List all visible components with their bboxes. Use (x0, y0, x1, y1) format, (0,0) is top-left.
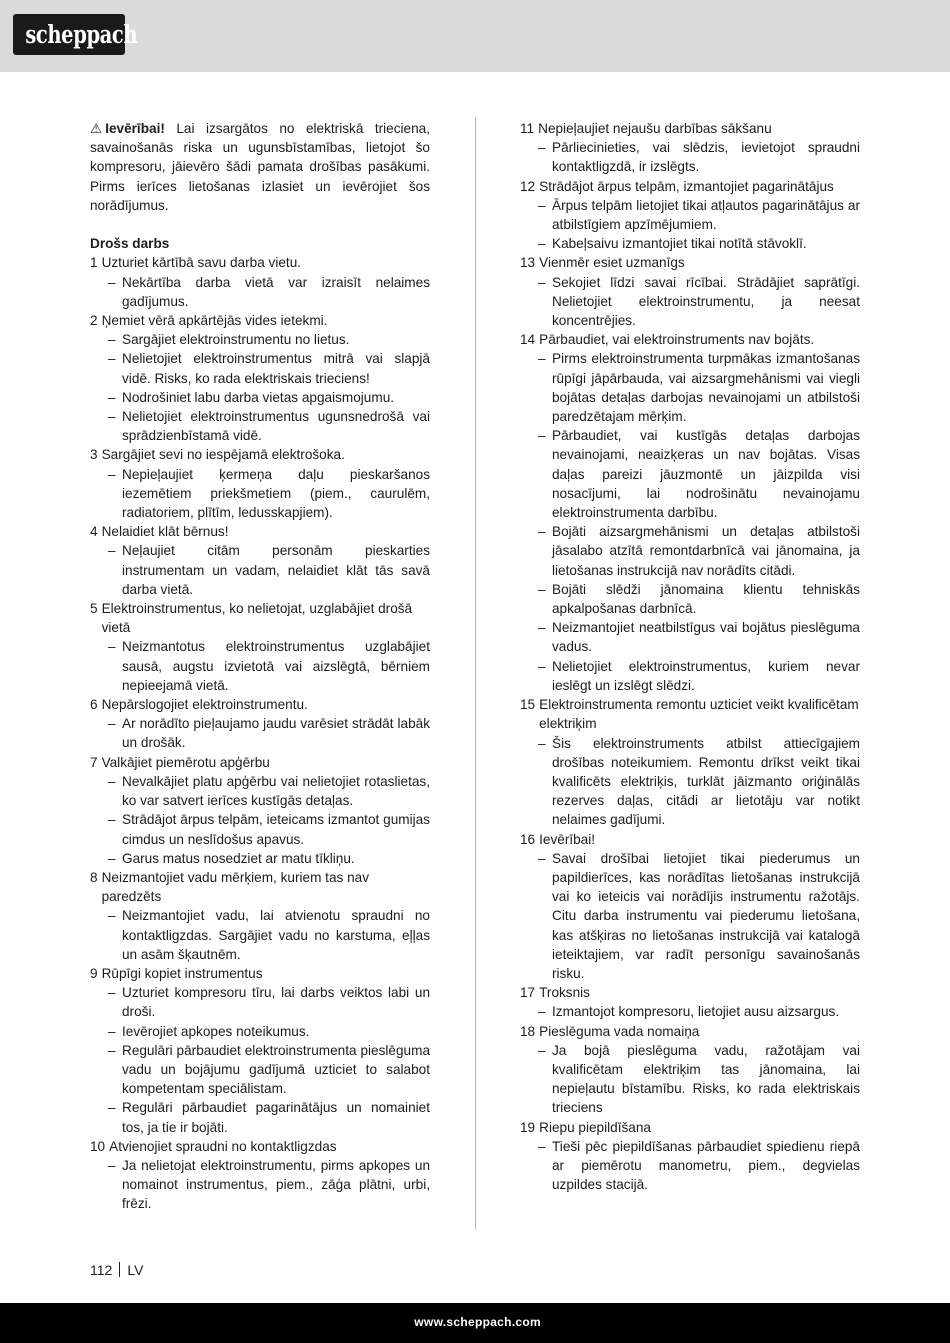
intro-paragraph (90, 119, 430, 215)
column-divider (475, 117, 476, 1229)
dash-marker: – (538, 140, 546, 156)
bullet-list (520, 1041, 860, 1118)
safety-item (90, 964, 430, 1137)
safety-item-title: Strādājot ārpus telpām, izmantojiet pagarinātājus (539, 178, 834, 194)
dash-marker: – (108, 351, 116, 367)
bullet-text: Neizmantotus elektroinstrumentus uzglabājiet sausā, augstu izvietotā vai aizslēgtā, bērniem nepieejamā vietā. (122, 639, 430, 693)
bullet-item (90, 349, 430, 387)
safety-item (520, 253, 860, 330)
safety-item-title: Nepieļaujiet nejaušu darbības sākšanu (538, 121, 772, 136)
safety-item (90, 868, 430, 964)
bullet-text: Savai drošībai lietojiet tikai piederumus un papildierīces, kas norādītas lietošanas instrukcijā vai ko ieteicis vai norādījis instrumentu ražotājs. Citu darba instrumentu vai piederumu lietošana, kas atšķiras no lietošanas instrukcijā vai katalogā ieteiktajiem, var radīt personīgu savainošanās risku. (552, 850, 860, 981)
safety-item-number: 16 (520, 831, 536, 847)
safety-item-title: Nepārslogojiet elektroinstrumentu. (101, 697, 308, 713)
bullet-item (90, 1156, 430, 1214)
safety-item-number: 2 (90, 313, 98, 329)
safety-item-heading (520, 1022, 860, 1041)
safety-item-title: Elektroinstrumenta remontu uzticiet veikt kvalificētam elektriķim (539, 697, 859, 732)
bullet-list (90, 1156, 430, 1214)
bullet-text: Garus matus nosedziet ar matu tīkliņu. (122, 850, 355, 866)
page-footer (0, 1303, 950, 1343)
bullet-item (90, 1022, 430, 1041)
safety-item (90, 753, 430, 868)
bullet-item (520, 1137, 860, 1195)
safety-item-heading (520, 330, 860, 349)
section-title: Drošs darbs (90, 236, 170, 252)
safety-item (90, 1137, 430, 1214)
dash-marker: – (108, 332, 116, 348)
dash-marker: – (538, 197, 546, 213)
bullet-text: Regulāri pārbaudiet pagarinātājus un nomainiet tos, ja tie ir bojāti. (122, 1100, 430, 1135)
safety-item-title: Ievērībai! (539, 831, 596, 847)
safety-item-number: 13 (520, 255, 536, 271)
safety-item-title: Rūpīgi kopiet instrumentus (101, 965, 263, 981)
safety-item-number: 19 (520, 1119, 536, 1135)
dash-marker: – (538, 735, 546, 751)
bullet-text: Neizmantojiet neatbilstīgus vai bojātus pieslēguma vadus. (552, 620, 860, 655)
bullet-item (90, 1041, 430, 1099)
safety-item-number: 10 (90, 1138, 106, 1154)
safety-item (520, 330, 860, 695)
safety-item-heading (520, 983, 860, 1002)
safety-item-heading (90, 522, 430, 541)
safety-item-heading (90, 599, 430, 637)
dash-marker: – (108, 773, 116, 789)
dash-marker: – (108, 908, 116, 924)
safety-item-number: 9 (90, 965, 98, 981)
bullet-text: Pirms elektroinstrumenta turpmākas izmantošanas rūpīgi jāpārbauda, vai aizsargmehānismi vai viegli bojātas detaļas darbojas nevainojami un atbilstoši paredzētajam mērķim. (552, 351, 860, 425)
safety-item-heading (90, 695, 430, 714)
safety-item-title: Neizmantojiet vadu mērķiem, kuriem tas nav paredzēts (101, 869, 370, 905)
left-item-list (90, 253, 430, 1213)
bullet-item (520, 522, 860, 580)
bullet-item (90, 906, 430, 964)
bullet-item (520, 849, 860, 983)
safety-item-title: Sargājiet sevi no iespējamā elektrošoka. (101, 447, 345, 463)
dash-marker: – (108, 1100, 116, 1116)
safety-item-title: Atvienojiet spraudni no kontaktligzdas (109, 1138, 337, 1154)
bullet-text: Neizmantojiet vadu, lai atvienotu spraudni no kontaktligzdas. Sargājiet vadu no karstuma, eļļas un asām šķautnēm. (122, 908, 430, 962)
bullet-text: Nekārtība darba vietā var izraisīt nelaimes gadījumus. (122, 274, 430, 309)
bullet-item (520, 618, 860, 656)
dash-marker: – (108, 1157, 116, 1173)
safety-item (90, 445, 430, 522)
bullet-text: Sekojiet līdzi savai rīcībai. Strādājiet saprātīgi. Nelietojiet elektroinstrumentu, ja neesat koncentrējies. (552, 274, 860, 329)
safety-item-number: 14 (520, 332, 536, 348)
warning-triangle-icon: ⚠ (90, 121, 103, 136)
bullet-list (520, 273, 860, 331)
safety-item-number: 11 (520, 121, 535, 136)
bullet-item (520, 734, 860, 830)
safety-item-heading (520, 177, 860, 196)
safety-item (90, 599, 430, 695)
safety-item-heading (520, 830, 860, 849)
safety-item-number: 15 (520, 697, 536, 713)
dash-marker: – (108, 274, 116, 290)
bullet-text: Ja nelietojat elektroinstrumentu, pirms apkopes un nomainot instrumentus, piem., zāģa plātni, urbi, frēzi. (122, 1157, 430, 1212)
bullet-text: Nevalkājiet platu apģērbu vai nelietojiet rotaslietas, ko var satvert ierīces kustīgās detaļas. (122, 773, 430, 809)
bullet-text: Tieši pēc piepildīšanas pārbaudiet spiedienu riepā ar piemērotu manometru, piem., degvielas uzpildes stacijā. (552, 1138, 860, 1193)
dash-marker: – (108, 639, 116, 655)
right-column (520, 119, 860, 1194)
bullet-item (90, 772, 430, 810)
bullet-text: Ar norādīto pieļaujamo jaudu varēsiet strādāt labāk un drošāk. (122, 716, 430, 751)
dash-marker: – (538, 1004, 546, 1020)
safety-item-number: 6 (90, 697, 98, 713)
safety-item-heading (90, 964, 430, 983)
bullet-text: Pārliecinieties, vai slēdzis, ievietojot spraudni kontaktligzdā, ir izslēgts. (552, 140, 860, 175)
bullet-item (520, 1002, 860, 1021)
bullet-item (90, 810, 430, 848)
safety-item (90, 695, 430, 753)
bullet-item (90, 1098, 430, 1136)
safety-item (520, 830, 860, 984)
dash-marker: – (108, 409, 116, 425)
bullet-list (520, 849, 860, 983)
bullet-text: Regulāri pārbaudiet elektroinstrumenta pieslēguma vadu un bojājumu gadījumā uzticiet to salabot kompetentam speciālistam. (122, 1042, 430, 1097)
bullet-item (520, 349, 860, 426)
footer-url: www.scheppach.com (414, 1315, 541, 1329)
dash-marker: – (538, 581, 546, 597)
bullet-list (90, 273, 430, 311)
bullet-text: Nodrošiniet labu darba vietas apgaismojumu. (122, 389, 395, 405)
dash-marker: – (108, 389, 116, 405)
safety-item-heading (90, 253, 430, 272)
bullet-text: Nelietojiet elektroinstrumentus mitrā vai slapjā vidē. Risks, ko rada elektriskais trieciens! (122, 351, 430, 386)
safety-item-heading (520, 119, 860, 138)
bullet-list (520, 349, 860, 695)
bullet-item (90, 983, 430, 1021)
dash-marker: – (538, 1138, 546, 1154)
bullet-text: Ārpus telpām lietojiet tikai atļautos pagarinātājus ar atbilstīgiem apzīmējumiem. (552, 197, 860, 233)
bullet-list (90, 465, 430, 523)
safety-item-number: 17 (520, 985, 536, 1001)
safety-item-title: Vienmēr esiet uzmanīgs (539, 255, 685, 271)
safety-item-title: Riepu piepildīšana (539, 1119, 651, 1135)
bullet-text: Ievērojiet apkopes noteikumus. (122, 1023, 310, 1039)
safety-item (520, 983, 860, 1021)
safety-item-title: Elektroinstrumentus, ko nelietojat, uzglabājiet drošā vietā (101, 601, 413, 636)
safety-item-heading (520, 695, 860, 733)
bullet-item (520, 234, 860, 253)
safety-item-title: Troksnis (539, 985, 590, 1001)
logo-text: scheppach (25, 20, 138, 49)
bullet-text: Sargājiet elektroinstrumentu no lietus. (122, 332, 350, 348)
bullet-text: Neļaujiet citām personām pieskarties instrumentam un vadam, nelaidiet klāt tās savā darba vietā. (122, 543, 430, 597)
safety-item-title: Nelaidiet klāt bērnus! (101, 524, 229, 540)
page-number-separator (119, 1262, 120, 1277)
scheppach-logo (13, 14, 138, 55)
dash-marker: – (538, 850, 546, 866)
bullet-list (520, 1002, 860, 1021)
bullet-list (90, 330, 430, 445)
bullet-list (90, 714, 430, 752)
safety-item-title: Valkājiet piemērotu apģērbu (101, 754, 270, 770)
dash-marker: – (538, 524, 546, 540)
safety-item-title: Ņemiet vērā apkārtējās vides ietekmi. (101, 313, 328, 329)
safety-item (520, 1022, 860, 1118)
safety-item (90, 522, 430, 599)
bullet-item (90, 330, 430, 349)
safety-item-number: 5 (90, 601, 98, 617)
bullet-text: Bojāti aizsargmehānismi un detaļas atbilstoši jāsalabo atzītā remontdarbnīcā vai jānomaina, ja lietošanas instrukcijā nav norādīts citādi. (552, 524, 860, 578)
bullet-item (90, 849, 430, 868)
bullet-item (520, 426, 860, 522)
bullet-item (520, 580, 860, 618)
bullet-text: Kabeļsaivu izmantojiet tikai notītā stāvoklī. (552, 236, 807, 252)
safety-item-heading (90, 868, 430, 906)
bullet-text: Nelietojiet elektroinstrumentus, kuriem nevar ieslēgt un izslēgt slēdzi. (552, 658, 860, 693)
language-code: LV (127, 1262, 144, 1278)
safety-item (520, 1118, 860, 1195)
bullet-text: Izmantojot kompresoru, lietojiet ausu aizsargus. (552, 1004, 840, 1020)
safety-item-number: 12 (520, 178, 536, 194)
safety-item (90, 311, 430, 445)
page-number (90, 1262, 143, 1278)
dash-marker: – (108, 466, 116, 482)
safety-item (520, 119, 860, 177)
bullet-item (90, 407, 430, 445)
bullet-item (520, 1041, 860, 1118)
bullet-text: Nelietojiet elektroinstrumentus ugunsnedrošā vai sprādzienbīstamā vidē. (122, 409, 430, 444)
warning-label: ⚠ Ievērībai! (90, 121, 165, 136)
bullet-item (90, 273, 430, 311)
bullet-item (90, 541, 430, 599)
dash-marker: – (538, 1042, 546, 1058)
safety-item-number: 8 (90, 869, 98, 885)
dash-marker: – (108, 985, 116, 1001)
bullet-list (90, 772, 430, 868)
bullet-list (90, 637, 430, 695)
bullet-text: Nepieļaujiet ķermeņa daļu pieskaršanos iezemētiem priekšmetiem (piem., caurulēm, radiatoriem, plītīm, ledusskapjiem). (122, 466, 430, 521)
bullet-item (520, 657, 860, 695)
safety-item-number: 7 (90, 754, 98, 770)
dash-marker: – (108, 716, 116, 732)
safety-item-heading (90, 1137, 430, 1156)
bullet-item (520, 273, 860, 331)
dash-marker: – (538, 428, 546, 444)
dash-marker: – (108, 812, 116, 828)
safety-item-heading (90, 311, 430, 330)
bullet-list (520, 734, 860, 830)
bullet-text: Šis elektroinstruments atbilst attiecīgajiem drošības noteikumiem. Remontu drīkst veikt tikai kvalificēts elektriķis, turklāt jāizmanto oriģinālās rezerves daļas, citādi ar lietotāju var notikt nelaimes gadījumi. (552, 735, 860, 828)
bullet-item (520, 196, 860, 234)
bullet-item (90, 388, 430, 407)
dash-marker: – (108, 1042, 116, 1058)
bullet-text: Ja bojā pieslēguma vadu, ražotājam vai kvalificētam elektriķim tas jānomaina, lai nepieļautu bīstamību. Risks, ko rada elektriskais trieciens (552, 1042, 860, 1116)
bullet-text: Pārbaudiet, vai kustīgās detaļas darbojas nevainojami, neaizķeras un nav bojātas. Visas daļas pareizi jāuzmontē un jāizpilda visi nosacījumi, lai nodrošinātu nevainojamu elektroinstrumenta darbību. (552, 428, 860, 521)
bullet-item (90, 637, 430, 695)
safety-item-title: Pārbaudiet, vai elektroinstruments nav bojāts. (539, 332, 815, 348)
bullet-list (520, 196, 860, 254)
dash-marker: – (108, 850, 116, 866)
safety-item-number: 18 (520, 1023, 536, 1039)
left-column (90, 119, 430, 1214)
bullet-list (90, 906, 430, 964)
safety-item-heading (520, 253, 860, 272)
safety-item-number: 3 (90, 447, 98, 463)
bullet-text: Strādājot ārpus telpām, ieteicams izmantot gumijas cimdus un neslīdošus apavus. (122, 812, 430, 847)
right-item-list (520, 119, 860, 1194)
bullet-text: Bojāti slēdži jānomaina klientu tehniskās apkalpošanas darbnīcā. (552, 581, 860, 617)
safety-item-number: 1 (90, 255, 98, 271)
page-number-value: 112 (90, 1262, 113, 1278)
bullet-list (90, 541, 430, 599)
bullet-list (520, 1137, 860, 1195)
safety-item (90, 253, 430, 311)
bullet-list (520, 138, 860, 176)
dash-marker: – (108, 1023, 116, 1039)
safety-item-number: 4 (90, 524, 98, 540)
bullet-item (90, 465, 430, 523)
dash-marker: – (538, 658, 546, 674)
bullet-list (90, 983, 430, 1137)
safety-item-heading (520, 1118, 860, 1137)
safety-item (520, 177, 860, 254)
bullet-item (90, 714, 430, 752)
page-header (0, 0, 950, 72)
dash-marker: – (538, 236, 546, 252)
bullet-text: Uzturiet kompresoru tīru, lai darbs veiktos labi un droši. (122, 985, 430, 1020)
intro-text: Lai izsargātos no elektriskā trieciena, savainošanās riska un ugunsbīstamības, lietojot šo kompresoru, jāievēro šādi pamata drošības pasākumi. Pirms ierīces lietošanas izlasiet un ievērojiet šos norādījumus. (90, 121, 430, 213)
bullet-item (520, 138, 860, 176)
safety-item-heading (90, 445, 430, 464)
safety-item-heading (90, 753, 430, 772)
dash-marker: – (538, 620, 546, 636)
safety-item (520, 695, 860, 829)
dash-marker: – (108, 543, 116, 559)
dash-marker: – (538, 351, 546, 367)
safety-item-title: Pieslēguma vada nomaiņa (539, 1023, 700, 1039)
dash-marker: – (538, 274, 546, 290)
safety-item-title: Uzturiet kārtībā savu darba vietu. (101, 255, 302, 271)
